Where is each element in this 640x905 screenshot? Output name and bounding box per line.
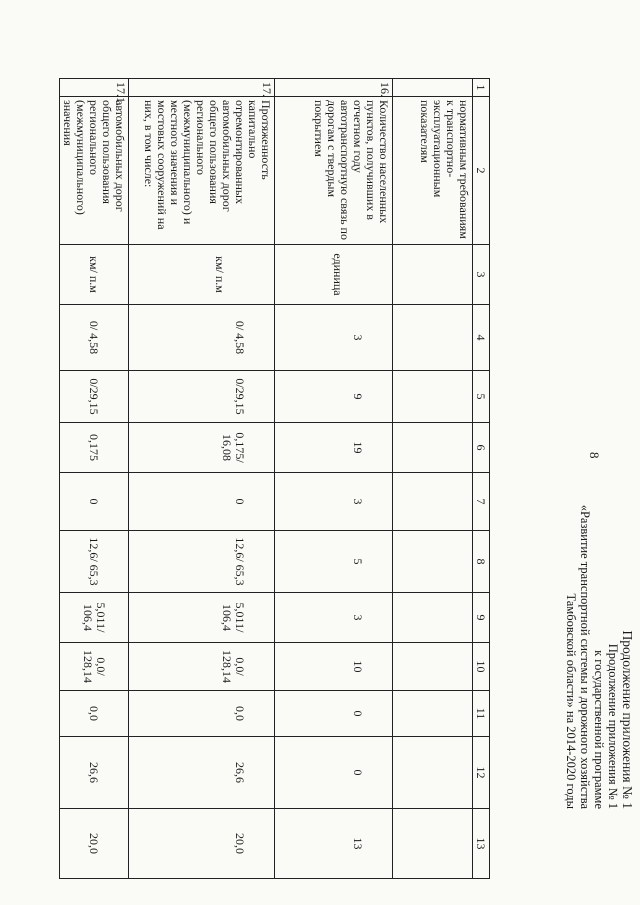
value-cell: 20,0 — [60, 809, 129, 879]
value-cell: 3 — [275, 593, 393, 643]
value-cell: 0 — [275, 691, 393, 737]
row-number: 17.1. — [60, 79, 129, 97]
row-number: 16. — [275, 79, 393, 97]
value-cell: 20,0 — [129, 809, 275, 879]
column-number-row — [473, 79, 490, 879]
value-cell: 5,011/ 106,4 — [60, 593, 129, 643]
value-cell: 0/ 4,58 — [60, 305, 129, 371]
value-cell: 0,175 — [60, 423, 129, 473]
value-cell: 26,6 — [129, 737, 275, 809]
col-num-8: 8 — [473, 531, 490, 593]
unit-cell: км/ п.м — [60, 245, 129, 305]
col-num-2: 2 — [473, 97, 490, 245]
table-row — [275, 79, 393, 879]
value-cell: 0/29,15 — [129, 371, 275, 423]
value-cell: 0 — [60, 473, 129, 531]
col-num-6: 6 — [473, 423, 490, 473]
table-row — [129, 79, 275, 879]
indicator-name: Количество населенных пунктов, получивших в отчетном году автотранспортную связь по дорогам с твердым покрытием — [275, 97, 393, 245]
col-num-5: 5 — [473, 371, 490, 423]
row-number: 17. — [129, 79, 275, 97]
value-cell: 9 — [275, 371, 393, 423]
col-num-7: 7 — [473, 473, 490, 531]
col-num-4: 4 — [473, 305, 490, 371]
value-cell — [393, 691, 473, 737]
unit-cell: км/ п.м — [129, 245, 275, 305]
value-cell: 0/ 4,58 — [129, 305, 275, 371]
value-cell — [393, 371, 473, 423]
col-num-11: 11 — [473, 691, 490, 737]
value-cell — [393, 737, 473, 809]
header-line-5: Тамбовской области» на 2014-2020 годы — [564, 593, 578, 809]
indicators-table — [59, 78, 490, 879]
col-num-9: 9 — [473, 593, 490, 643]
value-cell — [393, 423, 473, 473]
value-cell: 5,011/ 106,4 — [129, 593, 275, 643]
header-line-3: к государственной программе — [592, 650, 606, 809]
indicator-name: нормативным требованиям к транспортно-эксплуатационным показателям — [393, 97, 473, 245]
table-row — [393, 79, 473, 879]
value-cell: 0,0 — [60, 691, 129, 737]
table-row — [60, 79, 129, 879]
value-cell: 0,0/ 128,14 — [60, 643, 129, 691]
col-num-3: 3 — [473, 245, 490, 305]
value-cell — [393, 473, 473, 531]
col-num-12: 12 — [473, 737, 490, 809]
col-num-1: 1 — [473, 79, 490, 97]
value-cell: 12,6/ 65,3 — [60, 531, 129, 593]
value-cell: 12,6/ 65,3 — [129, 531, 275, 593]
value-cell — [393, 531, 473, 593]
value-cell: 10 — [275, 643, 393, 691]
header-line-4: «Развитие транспортной системы и дорожного хозяйства — [578, 504, 592, 809]
value-cell — [393, 593, 473, 643]
value-cell: 13 — [275, 809, 393, 879]
value-cell: 0,0 — [129, 691, 275, 737]
indicator-name: автомобильных дорог общего пользования регионального (межмуниципального) значения — [60, 97, 129, 245]
value-cell: 0,0/ 128,14 — [129, 643, 275, 691]
header-line-1: Продолжение приложения № 1 — [620, 630, 635, 809]
unit-cell: единица — [275, 245, 393, 305]
value-cell: 3 — [275, 305, 393, 371]
page-number: 8 — [587, 452, 602, 459]
value-cell: 26,6 — [60, 737, 129, 809]
value-cell: 0 — [275, 737, 393, 809]
value-cell — [393, 643, 473, 691]
value-cell — [393, 305, 473, 371]
appendix-header — [564, 389, 634, 809]
unit-cell — [393, 245, 473, 305]
header-line-2: Продолжение приложения № 1 — [606, 643, 620, 809]
value-cell: 3 — [275, 473, 393, 531]
value-cell: 0 — [129, 473, 275, 531]
value-cell: 0/29,15 — [60, 371, 129, 423]
col-num-13: 13 — [473, 809, 490, 879]
row-number — [393, 79, 473, 97]
col-num-10: 10 — [473, 643, 490, 691]
value-cell: 19 — [275, 423, 393, 473]
value-cell: 0,175/ 16,08 — [129, 423, 275, 473]
indicator-name: Протяженность капитально отремонтированных автомобильных дорог общего пользования регионального (межмуниципального) и местного значения и мостовых сооружений на них, в том числе: — [129, 97, 275, 245]
value-cell — [393, 809, 473, 879]
value-cell: 5 — [275, 531, 393, 593]
